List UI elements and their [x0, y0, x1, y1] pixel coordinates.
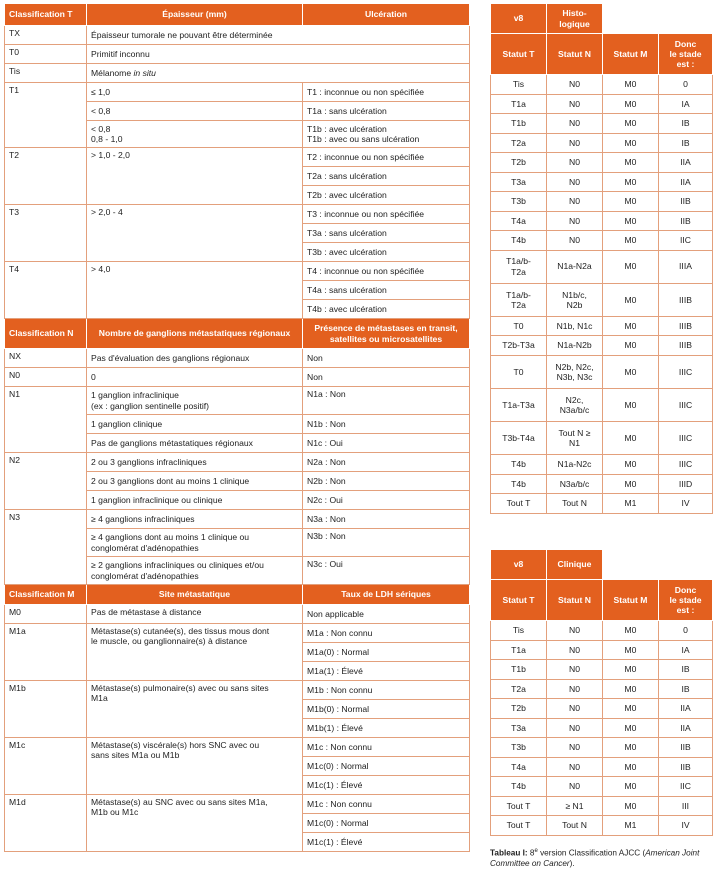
m-status-cell: M0 [603, 133, 659, 153]
ldh-cell: M1b(0) : Normal [303, 700, 470, 719]
stage-cell: IB [659, 114, 713, 134]
classification-cell: Tis [5, 64, 87, 83]
stage-row [491, 94, 713, 114]
table-row [5, 83, 470, 102]
table-row [5, 681, 470, 700]
n-status-cell: N0 [547, 718, 603, 738]
section-header [5, 319, 470, 349]
classification-cell: M1a [5, 624, 87, 681]
t-status-cell: T2a [491, 679, 547, 699]
table-row [5, 624, 470, 643]
blank-cell [603, 550, 713, 580]
node-count-cell: ≥ 4 ganglions infracliniques [87, 510, 303, 529]
stage-cell: IB [659, 660, 713, 680]
stage-row [491, 640, 713, 660]
ldh-cell: M1c(1) : Élevé [303, 776, 470, 795]
stage-cell: 0 [659, 621, 713, 641]
column-header: Classification T [5, 4, 87, 26]
node-count-cell: 2 ou 3 ganglions dont au moins 1 clinique [87, 472, 303, 491]
stage-cell: IB [659, 679, 713, 699]
m-status-cell: M0 [603, 757, 659, 777]
stage-row [491, 250, 713, 283]
thickness-cell: > 2,0 - 4 [87, 205, 303, 262]
classification-cell: T1 [5, 83, 87, 148]
table-row [5, 262, 470, 281]
m-status-cell: M0 [603, 474, 659, 494]
node-count-cell: Pas d'évaluation des ganglions régionaux [87, 349, 303, 368]
n-status-cell: N2b, N2c, N3b, N3c [547, 355, 603, 388]
caption-text: ). [569, 858, 575, 868]
classification-cell: T0 [5, 45, 87, 64]
n-status-cell: N0 [547, 777, 603, 797]
classification-cell: TX [5, 26, 87, 45]
table-row [5, 795, 470, 814]
stage-cell: 0 [659, 75, 713, 95]
column-header: Taux de LDH sériques [303, 585, 470, 605]
caption-italic: American Joint Committee on Cancer [490, 848, 700, 868]
m-status-cell: M0 [603, 250, 659, 283]
stage-cell: IIB [659, 738, 713, 758]
classification-cell: T4 [5, 262, 87, 319]
n-status-cell: N0 [547, 211, 603, 231]
stage-cell: IIID [659, 474, 713, 494]
t-status-cell: T1a [491, 94, 547, 114]
stage-cell: IIIB [659, 316, 713, 336]
t-status-cell: T3a [491, 718, 547, 738]
stage-row [491, 660, 713, 680]
ajcc-tnm-table [4, 3, 470, 852]
column-header: Donc le stade est : [659, 34, 713, 75]
table-row [5, 45, 470, 64]
column-header: Statut M [603, 580, 659, 621]
m-status-cell: M0 [603, 640, 659, 660]
transit-cell: Non [303, 349, 470, 368]
thickness-cell: Mélanome in situ [87, 64, 470, 83]
stage-cell: IIA [659, 153, 713, 173]
column-header: Statut T [491, 580, 547, 621]
n-status-cell: N0 [547, 621, 603, 641]
node-count-cell: 2 ou 3 ganglions infracliniques [87, 453, 303, 472]
stage-row [491, 621, 713, 641]
ulceration-cell: T4a : sans ulcération [303, 281, 470, 300]
stage-row [491, 679, 713, 699]
column-header: Classification M [5, 585, 87, 605]
classification-cell: M1d [5, 795, 87, 852]
caption-label: Tableau I: [490, 848, 528, 858]
stage-cell: IIIB [659, 336, 713, 356]
site-cell: Métastase(s) viscérale(s) hors SNC avec ou sans sites M1a ou M1b [87, 738, 303, 795]
node-count-cell: 0 [87, 368, 303, 387]
n-status-cell: N0 [547, 192, 603, 212]
m-status-cell: M0 [603, 796, 659, 816]
column-header: Présence de métastases en transit, satellites ou microsatellites [303, 319, 470, 349]
m-status-cell: M0 [603, 153, 659, 173]
column-header: Statut T [491, 34, 547, 75]
transit-cell: N1a : Non [303, 387, 470, 415]
t-status-cell: T2b [491, 153, 547, 173]
ldh-cell: M1c : Non connu [303, 795, 470, 814]
m-status-cell: M0 [603, 211, 659, 231]
m-status-cell: M0 [603, 336, 659, 356]
site-cell: Pas de métastase à distance [87, 605, 303, 624]
t-status-cell: T2b-T3a [491, 336, 547, 356]
ldh-cell: M1a(1) : Élevé [303, 662, 470, 681]
stage-cell: IA [659, 94, 713, 114]
ulceration-cell: T3a : sans ulcération [303, 224, 470, 243]
stage-row [491, 211, 713, 231]
n-status-cell: N1a-N2a [547, 250, 603, 283]
n-status-cell: N0 [547, 660, 603, 680]
n-status-cell: N0 [547, 757, 603, 777]
t-status-cell: T1b [491, 660, 547, 680]
node-count-cell: 1 ganglion infraclinique ou clinique [87, 491, 303, 510]
stage-cell: IIC [659, 777, 713, 797]
ulceration-cell: T4 : inconnue ou non spécifiée [303, 262, 470, 281]
m-status-cell: M0 [603, 738, 659, 758]
t-status-cell: T4b [491, 474, 547, 494]
stage-row [491, 777, 713, 797]
stage-cell: III [659, 796, 713, 816]
stage-row [491, 699, 713, 719]
ulceration-cell: T1a : sans ulcération [303, 102, 470, 121]
ulceration-cell: T4b : avec ulcération [303, 300, 470, 319]
t-status-cell: T4a [491, 211, 547, 231]
column-header: Statut N [547, 34, 603, 75]
m-status-cell: M0 [603, 75, 659, 95]
ldh-cell: M1c(0) : Normal [303, 814, 470, 833]
stage-row [491, 738, 713, 758]
table-row [5, 349, 470, 368]
transit-cell: N2a : Non [303, 453, 470, 472]
m-status-cell: M0 [603, 388, 659, 421]
table-row [5, 148, 470, 167]
stage-cell: IIIC [659, 388, 713, 421]
site-cell: Métastase(s) pulmonaire(s) avec ou sans sites M1a [87, 681, 303, 738]
transit-cell: N3b : Non [303, 529, 470, 557]
site-cell: Métastase(s) cutanée(s), des tissus mous dont le muscle, ou ganglionnaire(s) à distance [87, 624, 303, 681]
stage-row [491, 474, 713, 494]
n-status-cell: Tout N [547, 494, 603, 514]
n-status-cell: N1a-N2c [547, 455, 603, 475]
m-status-cell: M0 [603, 94, 659, 114]
column-header: Épaisseur (mm) [87, 4, 303, 26]
thickness-cell: Épaisseur tumorale ne pouvant être déterminée [87, 26, 470, 45]
node-count-cell: ≥ 4 ganglions dont au moins 1 clinique ou conglomérat d'adénopathies [87, 529, 303, 557]
classification-cell: M0 [5, 605, 87, 624]
column-header: Donc le stade est : [659, 580, 713, 621]
stage-row [491, 172, 713, 192]
transit-cell: N2b : Non [303, 472, 470, 491]
column-header: Site métastatique [87, 585, 303, 605]
t-status-cell: Tis [491, 621, 547, 641]
table-row [5, 64, 470, 83]
classification-cell: T3 [5, 205, 87, 262]
blank-cell [603, 4, 713, 34]
classification-cell: N1 [5, 387, 87, 453]
classification-cell: N3 [5, 510, 87, 585]
t-status-cell: T0 [491, 355, 547, 388]
t-status-cell: T1a/b- T2a [491, 283, 547, 316]
t-status-cell: Tis [491, 75, 547, 95]
column-header: Nombre de ganglions métastatiques régionaux [87, 319, 303, 349]
caption-sup: e [534, 848, 538, 854]
stage-row [491, 355, 713, 388]
stage-cell: IIIB [659, 283, 713, 316]
stage-cell: IIB [659, 757, 713, 777]
m-status-cell: M0 [603, 283, 659, 316]
classification-cell: T2 [5, 148, 87, 205]
thickness-cell: Primitif inconnu [87, 45, 470, 64]
thickness-cell: < 0,8 0,8 - 1,0 [87, 121, 303, 148]
m-status-cell: M0 [603, 718, 659, 738]
m-status-cell: M0 [603, 621, 659, 641]
classification-cell: N2 [5, 453, 87, 510]
transit-cell: N3c : Oui [303, 557, 470, 585]
m-status-cell: M0 [603, 316, 659, 336]
stage-row [491, 455, 713, 475]
stage-cell: IIIC [659, 455, 713, 475]
ldh-cell: M1c(0) : Normal [303, 757, 470, 776]
transit-cell: N3a : Non [303, 510, 470, 529]
table-row [5, 738, 470, 757]
n-status-cell: N0 [547, 699, 603, 719]
n-status-cell: N0 [547, 153, 603, 173]
stage-row [491, 153, 713, 173]
thickness-cell: < 0,8 [87, 102, 303, 121]
stage-row [491, 718, 713, 738]
version-header-row [491, 4, 713, 34]
ulceration-cell: T1 : inconnue ou non spécifiée [303, 83, 470, 102]
transit-cell: Non [303, 368, 470, 387]
node-count-cell: ≥ 2 ganglions infracliniques ou cliniques et/ou conglomérat d'adénopathies [87, 557, 303, 585]
ldh-cell: M1b : Non connu [303, 681, 470, 700]
table-row [5, 26, 470, 45]
ldh-cell: M1b(1) : Élevé [303, 719, 470, 738]
n-status-cell: N0 [547, 640, 603, 660]
ldh-cell: Non applicable [303, 605, 470, 624]
section-header [5, 4, 470, 26]
stage-row [491, 283, 713, 316]
ldh-cell: M1a(0) : Normal [303, 643, 470, 662]
stage-type-label: Clinique [547, 550, 603, 580]
t-status-cell: T1a [491, 640, 547, 660]
stage-row [491, 75, 713, 95]
t-status-cell: T3b [491, 192, 547, 212]
n-status-cell: N2c, N3a/b/c [547, 388, 603, 421]
version-label: v8 [491, 550, 547, 580]
n-status-cell: N1b/c, N2b [547, 283, 603, 316]
t-status-cell: T3a [491, 172, 547, 192]
thickness-cell: ≤ 1,0 [87, 83, 303, 102]
m-status-cell: M0 [603, 114, 659, 134]
stage-row [491, 796, 713, 816]
column-header: Classification N [5, 319, 87, 349]
column-header: Statut N [547, 580, 603, 621]
stage-cell: IB [659, 133, 713, 153]
stage-type-label: Histo- logique [547, 4, 603, 34]
classification-cell: M1c [5, 738, 87, 795]
t-status-cell: T1a-T3a [491, 388, 547, 421]
version-header-row [491, 550, 713, 580]
stage-cell: IIA [659, 172, 713, 192]
stage-row [491, 388, 713, 421]
n-status-cell: N0 [547, 172, 603, 192]
stage-row [491, 133, 713, 153]
n-status-cell: N0 [547, 231, 603, 251]
n-status-cell: Tout N [547, 816, 603, 836]
m-status-cell: M0 [603, 192, 659, 212]
m-status-cell: M0 [603, 355, 659, 388]
stage-row [491, 816, 713, 836]
t-status-cell: T4b [491, 231, 547, 251]
t-status-cell: Tout T [491, 816, 547, 836]
ulceration-cell: T3b : avec ulcération [303, 243, 470, 262]
stage-cell: IIA [659, 718, 713, 738]
m-status-cell: M1 [603, 494, 659, 514]
stage-row [491, 494, 713, 514]
column-header-row [491, 34, 713, 75]
thickness-cell: > 4,0 [87, 262, 303, 319]
table-row [5, 387, 470, 415]
node-count-cell: 1 ganglion infraclinique (ex : ganglion sentinelle positif) [87, 387, 303, 415]
n-status-cell: N0 [547, 133, 603, 153]
column-header: Ulcération [303, 4, 470, 26]
ulceration-cell: T2b : avec ulcération [303, 186, 470, 205]
t-status-cell: T2b [491, 699, 547, 719]
version-label: v8 [491, 4, 547, 34]
ulceration-cell: T1b : avec ulcération T1b : avec ou sans ulcération [303, 121, 470, 148]
stage-cell: IIB [659, 211, 713, 231]
m-status-cell: M0 [603, 777, 659, 797]
n-status-cell: N1a-N2b [547, 336, 603, 356]
table-row [5, 453, 470, 472]
transit-cell: N2c : Oui [303, 491, 470, 510]
m-status-cell: M0 [603, 679, 659, 699]
stage-row [491, 192, 713, 212]
stage-row [491, 757, 713, 777]
m-status-cell: M1 [603, 816, 659, 836]
t-status-cell: T4b [491, 777, 547, 797]
transit-cell: N1c : Oui [303, 434, 470, 453]
t-status-cell: Tout T [491, 494, 547, 514]
t-status-cell: T4b [491, 455, 547, 475]
t-status-cell: T0 [491, 316, 547, 336]
caption-text: 8 [527, 848, 535, 858]
n-status-cell: N1b, N1c [547, 316, 603, 336]
stage-cell: IIA [659, 699, 713, 719]
table-row [5, 605, 470, 624]
thickness-cell: > 1,0 - 2,0 [87, 148, 303, 205]
table-row [5, 205, 470, 224]
stage-row [491, 114, 713, 134]
stage-cell: IA [659, 640, 713, 660]
m-status-cell: M0 [603, 699, 659, 719]
m-status-cell: M0 [603, 455, 659, 475]
caption-text: version Classification AJCC ( [537, 848, 646, 858]
column-header: Statut M [603, 34, 659, 75]
table-row [5, 368, 470, 387]
n-status-cell: N0 [547, 679, 603, 699]
classification-cell: NX [5, 349, 87, 368]
t-status-cell: T3b [491, 738, 547, 758]
stage-cell: IV [659, 494, 713, 514]
stage-cell: IIB [659, 192, 713, 212]
stage-row [491, 316, 713, 336]
stage-row [491, 231, 713, 251]
n-status-cell: N0 [547, 738, 603, 758]
stage-cell: IIIC [659, 422, 713, 455]
histologic-stage-table [490, 3, 713, 514]
classification-cell: M1b [5, 681, 87, 738]
t-status-cell: Tout T [491, 796, 547, 816]
n-status-cell: Tout N ≥ N1 [547, 422, 603, 455]
clinical-stage-table [490, 549, 713, 836]
n-status-cell: N3a/b/c [547, 474, 603, 494]
ulceration-cell: T3 : inconnue ou non spécifiée [303, 205, 470, 224]
t-status-cell: T1b [491, 114, 547, 134]
classification-cell: N0 [5, 368, 87, 387]
m-status-cell: M0 [603, 422, 659, 455]
section-header [5, 585, 470, 605]
m-status-cell: M0 [603, 660, 659, 680]
n-status-cell: N0 [547, 114, 603, 134]
ulceration-cell: T2 : inconnue ou non spécifiée [303, 148, 470, 167]
t-status-cell: T3b-T4a [491, 422, 547, 455]
ulceration-cell: T2a : sans ulcération [303, 167, 470, 186]
stage-cell: IV [659, 816, 713, 836]
table-caption [490, 846, 712, 869]
stage-cell: IIIA [659, 250, 713, 283]
m-status-cell: M0 [603, 231, 659, 251]
t-status-cell: T2a [491, 133, 547, 153]
italic-text: in situ [133, 67, 156, 78]
stage-cell: IIIC [659, 355, 713, 388]
t-status-cell: T1a/b- T2a [491, 250, 547, 283]
t-status-cell: T4a [491, 757, 547, 777]
stage-cell: IIC [659, 231, 713, 251]
ldh-cell: M1c : Non connu [303, 738, 470, 757]
transit-cell: N1b : Non [303, 415, 470, 434]
n-status-cell: N0 [547, 75, 603, 95]
site-cell: Métastase(s) au SNC avec ou sans sites M1a, M1b ou M1c [87, 795, 303, 852]
m-status-cell: M0 [603, 172, 659, 192]
n-status-cell: N0 [547, 94, 603, 114]
column-header-row [491, 580, 713, 621]
ldh-cell: M1a : Non connu [303, 624, 470, 643]
node-count-cell: Pas de ganglions métastatiques régionaux [87, 434, 303, 453]
stage-row [491, 422, 713, 455]
table-row [5, 510, 470, 529]
ldh-cell: M1c(1) : Élevé [303, 833, 470, 852]
stage-row [491, 336, 713, 356]
node-count-cell: 1 ganglion clinique [87, 415, 303, 434]
n-status-cell: ≥ N1 [547, 796, 603, 816]
